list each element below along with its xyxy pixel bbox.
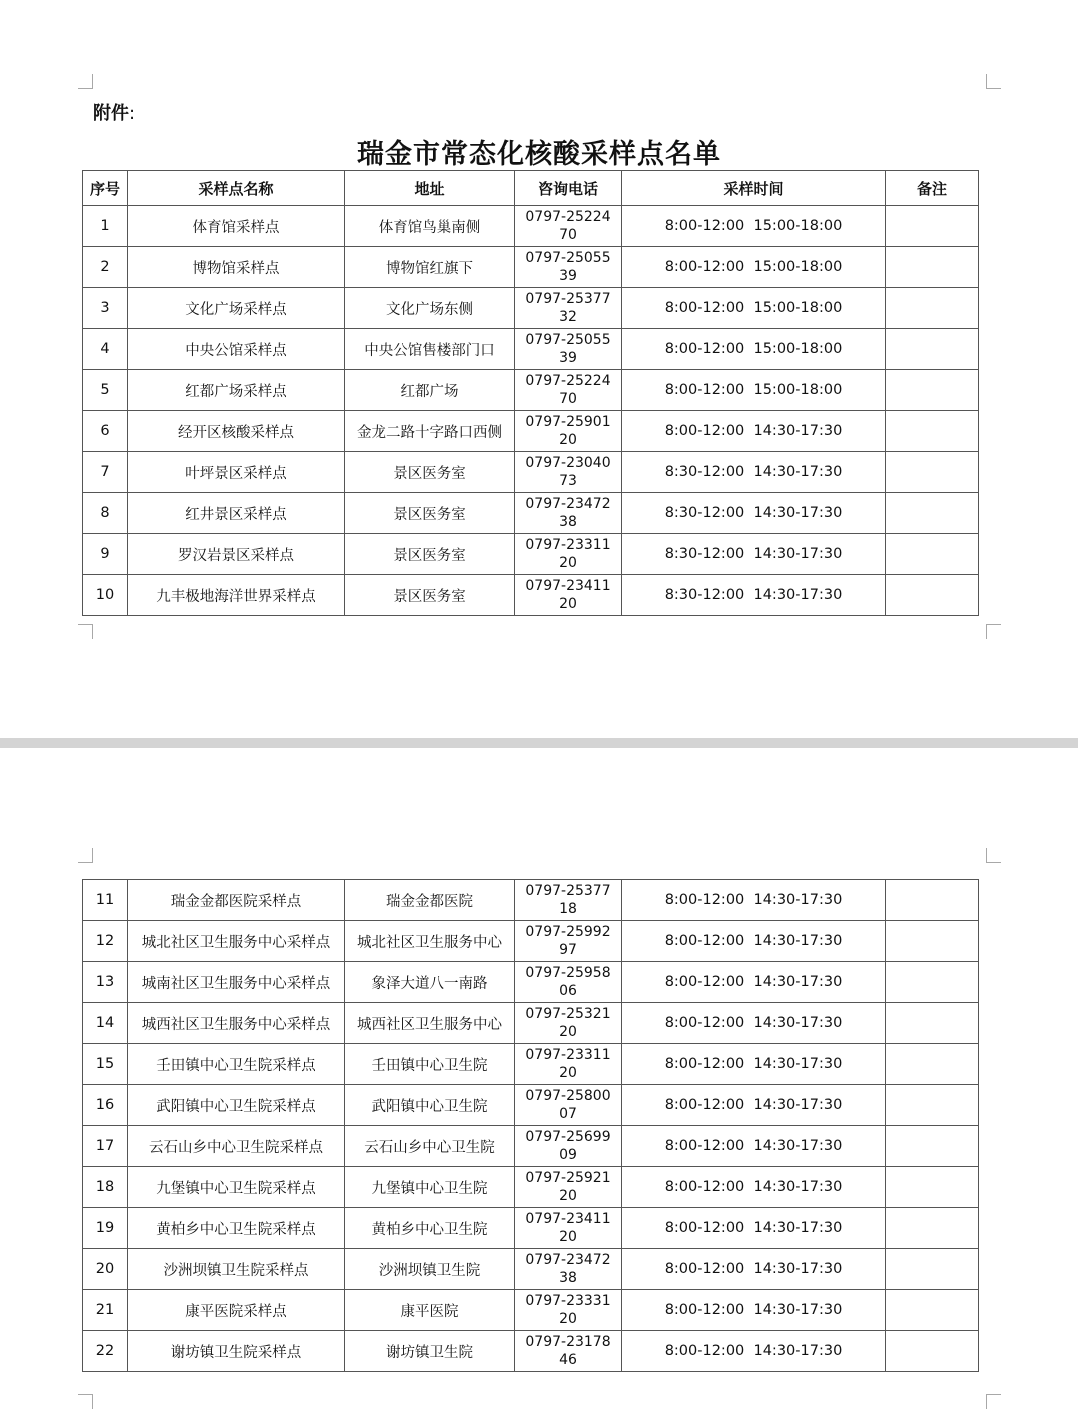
header-note: 备注 xyxy=(886,171,979,206)
table-row xyxy=(83,206,979,247)
cell-note xyxy=(886,1249,979,1290)
sampling-sites-table xyxy=(82,170,979,616)
cell-phone: 0797-2331120 xyxy=(515,1044,622,1085)
cell-site-name: 武阳镇中心卫生院采样点 xyxy=(128,1085,345,1126)
cell-site-name: 九丰极地海洋世界采样点 xyxy=(128,575,345,616)
cell-site-name: 城西社区卫生服务中心采样点 xyxy=(128,1003,345,1044)
cell-time: 8:00-12:00 14:30-17:30 xyxy=(622,1126,886,1167)
cell-address: 博物馆红旗下 xyxy=(345,247,515,288)
crop-mark xyxy=(78,624,93,639)
header-phone: 咨询电话 xyxy=(515,171,622,206)
cell-no: 15 xyxy=(83,1044,128,1085)
cell-phone: 0797-2537732 xyxy=(515,288,622,329)
cell-no: 21 xyxy=(83,1290,128,1331)
cell-no: 18 xyxy=(83,1167,128,1208)
cell-time: 8:00-12:00 14:30-17:30 xyxy=(622,1044,886,1085)
cell-site-name: 云石山乡中心卫生院采样点 xyxy=(128,1126,345,1167)
cell-address: 景区医务室 xyxy=(345,534,515,575)
cell-site-name: 沙洲坝镇卫生院采样点 xyxy=(128,1249,345,1290)
cell-address: 武阳镇中心卫生院 xyxy=(345,1085,515,1126)
page-title: 瑞金市常态化核酸采样点名单 xyxy=(357,139,721,170)
cell-address: 金龙二路十字路口西侧 xyxy=(345,411,515,452)
cell-site-name: 红都广场采样点 xyxy=(128,370,345,411)
cell-no: 16 xyxy=(83,1085,128,1126)
cell-address: 红都广场 xyxy=(345,370,515,411)
cell-address: 瑞金金都医院 xyxy=(345,880,515,921)
attachment-label-text: 附件 xyxy=(93,103,129,124)
cell-phone: 0797-2505539 xyxy=(515,329,622,370)
cell-time: 8:00-12:00 14:30-17:30 xyxy=(622,1249,886,1290)
cell-note xyxy=(886,370,979,411)
header-address: 地址 xyxy=(345,171,515,206)
cell-site-name: 中央公馆采样点 xyxy=(128,329,345,370)
table-row xyxy=(83,1208,979,1249)
cell-address: 象泽大道八一南路 xyxy=(345,962,515,1003)
cell-note xyxy=(886,880,979,921)
cell-address: 黄柏乡中心卫生院 xyxy=(345,1208,515,1249)
cell-site-name: 城北社区卫生服务中心采样点 xyxy=(128,921,345,962)
cell-note xyxy=(886,411,979,452)
cell-phone: 0797-2341120 xyxy=(515,1208,622,1249)
header-no: 序号 xyxy=(83,171,128,206)
cell-phone: 0797-2569909 xyxy=(515,1126,622,1167)
cell-note xyxy=(886,206,979,247)
cell-phone: 0797-2505539 xyxy=(515,247,622,288)
cell-site-name: 康平医院采样点 xyxy=(128,1290,345,1331)
table-row xyxy=(83,921,979,962)
crop-mark xyxy=(986,1394,1001,1409)
cell-address: 城西社区卫生服务中心 xyxy=(345,1003,515,1044)
cell-phone: 0797-2522470 xyxy=(515,206,622,247)
cell-note xyxy=(886,288,979,329)
cell-no: 11 xyxy=(83,880,128,921)
cell-site-name: 谢坊镇卫生院采样点 xyxy=(128,1331,345,1372)
table-row xyxy=(83,1249,979,1290)
cell-site-name: 经开区核酸采样点 xyxy=(128,411,345,452)
cell-note xyxy=(886,1003,979,1044)
cell-time: 8:00-12:00 14:30-17:30 xyxy=(622,880,886,921)
cell-time: 8:30-12:00 14:30-17:30 xyxy=(622,452,886,493)
table-row xyxy=(83,1290,979,1331)
cell-no: 19 xyxy=(83,1208,128,1249)
cell-phone: 0797-2522470 xyxy=(515,370,622,411)
table-header-row xyxy=(83,171,979,206)
cell-no: 5 xyxy=(83,370,128,411)
cell-phone: 0797-2347238 xyxy=(515,493,622,534)
table-row xyxy=(83,1085,979,1126)
table-row xyxy=(83,247,979,288)
header-time: 采样时间 xyxy=(622,171,886,206)
cell-note xyxy=(886,962,979,1003)
cell-site-name: 罗汉岩景区采样点 xyxy=(128,534,345,575)
crop-mark xyxy=(78,848,93,863)
cell-note xyxy=(886,1126,979,1167)
cell-site-name: 九堡镇中心卫生院采样点 xyxy=(128,1167,345,1208)
cell-note xyxy=(886,534,979,575)
cell-no: 3 xyxy=(83,288,128,329)
cell-phone: 0797-2537718 xyxy=(515,880,622,921)
cell-time: 8:00-12:00 15:00-18:00 xyxy=(622,288,886,329)
header-site-name: 采样点名称 xyxy=(128,171,345,206)
cell-address: 文化广场东侧 xyxy=(345,288,515,329)
cell-note xyxy=(886,493,979,534)
table-row xyxy=(83,575,979,616)
cell-time: 8:00-12:00 14:30-17:30 xyxy=(622,1085,886,1126)
cell-no: 7 xyxy=(83,452,128,493)
cell-phone: 0797-2580007 xyxy=(515,1085,622,1126)
cell-no: 14 xyxy=(83,1003,128,1044)
cell-phone: 0797-2304073 xyxy=(515,452,622,493)
cell-address: 谢坊镇卫生院 xyxy=(345,1331,515,1372)
cell-note xyxy=(886,921,979,962)
cell-phone: 0797-2341120 xyxy=(515,575,622,616)
cell-no: 22 xyxy=(83,1331,128,1372)
table-row xyxy=(83,329,979,370)
table-row xyxy=(83,1044,979,1085)
cell-note xyxy=(886,452,979,493)
cell-address: 体育馆鸟巢南侧 xyxy=(345,206,515,247)
crop-mark xyxy=(986,624,1001,639)
cell-time: 8:00-12:00 15:00-18:00 xyxy=(622,206,886,247)
cell-no: 9 xyxy=(83,534,128,575)
cell-time: 8:00-12:00 14:30-17:30 xyxy=(622,1331,886,1372)
cell-phone: 0797-2590120 xyxy=(515,411,622,452)
cell-note xyxy=(886,1208,979,1249)
cell-time: 8:00-12:00 14:30-17:30 xyxy=(622,1208,886,1249)
cell-address: 景区医务室 xyxy=(345,493,515,534)
cell-note xyxy=(886,575,979,616)
table-row xyxy=(83,411,979,452)
cell-address: 城北社区卫生服务中心 xyxy=(345,921,515,962)
cell-note xyxy=(886,1290,979,1331)
cell-site-name: 城南社区卫生服务中心采样点 xyxy=(128,962,345,1003)
cell-site-name: 博物馆采样点 xyxy=(128,247,345,288)
cell-time: 8:00-12:00 14:30-17:30 xyxy=(622,411,886,452)
cell-no: 10 xyxy=(83,575,128,616)
cell-note xyxy=(886,329,979,370)
cell-address: 中央公馆售楼部门口 xyxy=(345,329,515,370)
table-row xyxy=(83,962,979,1003)
cell-time: 8:00-12:00 14:30-17:30 xyxy=(622,1167,886,1208)
attachment-label xyxy=(93,99,135,125)
table-row xyxy=(83,880,979,921)
crop-mark xyxy=(78,1394,93,1409)
cell-no: 1 xyxy=(83,206,128,247)
cell-site-name: 瑞金金都医院采样点 xyxy=(128,880,345,921)
cell-time: 8:00-12:00 14:30-17:30 xyxy=(622,1003,886,1044)
crop-mark xyxy=(986,848,1001,863)
table-row xyxy=(83,493,979,534)
cell-time: 8:30-12:00 14:30-17:30 xyxy=(622,534,886,575)
cell-no: 2 xyxy=(83,247,128,288)
cell-note xyxy=(886,1331,979,1372)
table-row xyxy=(83,1331,979,1372)
page-separator xyxy=(0,738,1078,748)
cell-time: 8:00-12:00 14:30-17:30 xyxy=(622,962,886,1003)
cell-no: 6 xyxy=(83,411,128,452)
cell-phone: 0797-2592120 xyxy=(515,1167,622,1208)
cell-phone: 0797-2595806 xyxy=(515,962,622,1003)
crop-mark xyxy=(78,74,93,89)
cell-no: 17 xyxy=(83,1126,128,1167)
cell-time: 8:00-12:00 15:00-18:00 xyxy=(622,329,886,370)
cell-address: 壬田镇中心卫生院 xyxy=(345,1044,515,1085)
table-row xyxy=(83,288,979,329)
cell-address: 沙洲坝镇卫生院 xyxy=(345,1249,515,1290)
cell-phone: 0797-2599297 xyxy=(515,921,622,962)
cell-site-name: 壬田镇中心卫生院采样点 xyxy=(128,1044,345,1085)
cell-address: 景区医务室 xyxy=(345,575,515,616)
table-row xyxy=(83,1003,979,1044)
cell-no: 4 xyxy=(83,329,128,370)
sampling-sites-table-continued xyxy=(82,879,979,1372)
table-row xyxy=(83,1126,979,1167)
cell-time: 8:30-12:00 14:30-17:30 xyxy=(622,493,886,534)
cell-time: 8:00-12:00 15:00-18:00 xyxy=(622,370,886,411)
cell-time: 8:00-12:00 14:30-17:30 xyxy=(622,921,886,962)
cell-address: 九堡镇中心卫生院 xyxy=(345,1167,515,1208)
cell-time: 8:30-12:00 14:30-17:30 xyxy=(622,575,886,616)
cell-phone: 0797-2333120 xyxy=(515,1290,622,1331)
cell-address: 景区医务室 xyxy=(345,452,515,493)
cell-time: 8:00-12:00 15:00-18:00 xyxy=(622,247,886,288)
cell-site-name: 叶坪景区采样点 xyxy=(128,452,345,493)
cell-note xyxy=(886,1085,979,1126)
cell-no: 13 xyxy=(83,962,128,1003)
cell-address: 云石山乡中心卫生院 xyxy=(345,1126,515,1167)
table-row xyxy=(83,1167,979,1208)
cell-site-name: 黄柏乡中心卫生院采样点 xyxy=(128,1208,345,1249)
cell-time: 8:00-12:00 14:30-17:30 xyxy=(622,1290,886,1331)
cell-note xyxy=(886,247,979,288)
cell-note xyxy=(886,1044,979,1085)
crop-mark xyxy=(986,74,1001,89)
cell-phone: 0797-2317846 xyxy=(515,1331,622,1372)
cell-address: 康平医院 xyxy=(345,1290,515,1331)
cell-no: 8 xyxy=(83,493,128,534)
table-row xyxy=(83,534,979,575)
cell-no: 12 xyxy=(83,921,128,962)
cell-note xyxy=(886,1167,979,1208)
cell-site-name: 红井景区采样点 xyxy=(128,493,345,534)
attachment-colon: : xyxy=(129,103,136,124)
cell-site-name: 体育馆采样点 xyxy=(128,206,345,247)
cell-site-name: 文化广场采样点 xyxy=(128,288,345,329)
cell-phone: 0797-2347238 xyxy=(515,1249,622,1290)
cell-phone: 0797-2331120 xyxy=(515,534,622,575)
cell-phone: 0797-2532120 xyxy=(515,1003,622,1044)
cell-no: 20 xyxy=(83,1249,128,1290)
table-row xyxy=(83,452,979,493)
table-row xyxy=(83,370,979,411)
